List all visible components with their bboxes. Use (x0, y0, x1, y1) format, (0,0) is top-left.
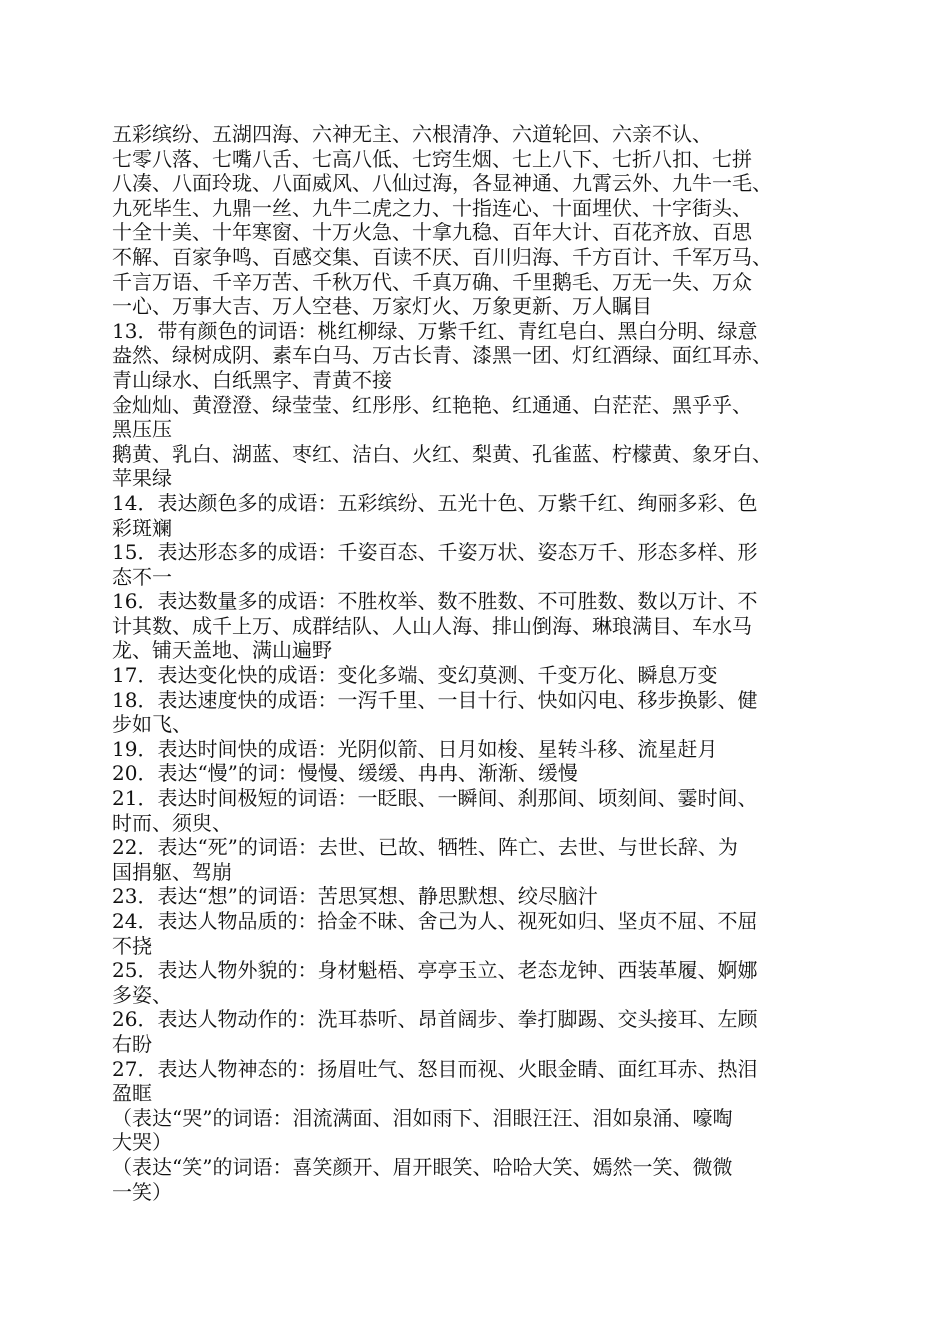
text-line: 步如飞、 (112, 712, 192, 737)
text-line: 17．表达变化快的成语：变化多端、变幻莫测、千变万化、瞬息万变 (112, 663, 718, 688)
text-line: 20．表达“慢”的词：慢慢、缓缓、冉冉、渐渐、缓慢 (112, 761, 578, 786)
text-line: 不解、百家争鸣、百感交集、百读不厌、百川归海、千方百计、千军万马、 (112, 244, 772, 269)
text-line: 22．表达“死”的词语：去世、已故、牺牲、阵亡、去世、与世长辞、为 (112, 835, 738, 860)
text-line: 青山绿水、白纸黑字、青黄不接 (112, 367, 392, 392)
text-line: 大哭） (112, 1130, 172, 1155)
text-line: 16．表达数量多的成语：不胜枚举、数不胜数、不可胜数、数以万计、不 (112, 589, 758, 614)
text-line: 千言万语、千辛万苦、千秋万代、千真万确、千里鹅毛、万无一失、万众 (112, 269, 752, 294)
text-line: 龙、铺天盖地、满山遍野 (112, 638, 332, 663)
text-line: 彩斑斓 (112, 515, 172, 540)
text-line: 盎然、绿树成阴、素车白马、万古长青、漆黑一团、灯红酒绿、面红耳赤、 (112, 343, 772, 368)
text-line: 27．表达人物神态的：扬眉吐气、怒目而视、火眼金睛、面红耳赤、热泪 (112, 1056, 758, 1081)
text-line: 金灿灿、黄澄澄、绿莹莹、红彤彤、红艳艳、红通通、白茫茫、黑乎乎、 (112, 392, 752, 417)
text-line: 八凑、八面玲珑、八面威风、八仙过海，各显神通、九霄云外、九牛一毛、 (112, 171, 772, 196)
text-line: 十全十美、十年寒窗、十万火急、十拿九稳、百年大计、百花齐放、百思 (112, 220, 752, 245)
text-line: 不挠 (112, 933, 152, 958)
text-line: 苹果绿 (112, 466, 172, 491)
text-line: 五彩缤纷、五湖四海、六神无主、六根清净、六道轮回、六亲不认、 (112, 122, 712, 146)
text-line: 21．表达时间极短的词语：一眨眼、一瞬间、刹那间、顷刻间、霎时间、 (112, 786, 758, 811)
text-line: 时而、须臾、 (112, 810, 232, 835)
text-line: 国捐躯、驾崩 (112, 859, 232, 884)
text-line: 24．表达人物品质的：拾金不昧、舍己为人、视死如归、坚贞不屈、不屈 (112, 909, 758, 933)
text-line: 一笑） (112, 1179, 172, 1204)
text-line: 25．表达人物外貌的：身材魁梧、亭亭玉立、老态龙钟、西装革履、婀娜 (112, 958, 758, 983)
text-line: 七零八落、七嘴八舌、七高八低、七窍生烟、七上八下、七折八扣、七拼 (112, 146, 752, 171)
text-line: 右盼 (112, 1031, 152, 1056)
text-line: 多姿、 (112, 982, 172, 1007)
text-line: 14．表达颜色多的成语：五彩缤纷、五光十色、万紫千红、绚丽多彩、色 (112, 490, 758, 515)
text-line: 黑压压 (112, 417, 172, 442)
text-line: 23．表达“想”的词语：苦思冥想、静思默想、绞尽脑汁 (112, 884, 598, 909)
text-line: 18．表达速度快的成语：一泻千里、一目十行、快如闪电、移步换影、健 (112, 687, 758, 712)
text-line: 26．表达人物动作的：洗耳恭听、昂首阔步、拳打脚踢、交头接耳、左顾 (112, 1007, 758, 1032)
text-line: 盈眶 (112, 1081, 152, 1106)
text-line: （表达“哭”的词语：泪流满面、泪如雨下、泪眼汪汪、泪如泉涌、嚎啕 (112, 1105, 733, 1130)
text-line: 鹅黄、乳白、湖蓝、枣红、洁白、火红、梨黄、孔雀蓝、柠檬黄、象牙白、 (112, 441, 772, 466)
text-line: 19．表达时间快的成语：光阴似箭、日月如梭、星转斗移、流星赶月 (112, 736, 718, 761)
text-line: 一心、万事大吉、万人空巷、万家灯火、万象更新、万人瞩目 (112, 294, 652, 319)
text-line: 九死毕生、九鼎一丝、九牛二虎之力、十指连心、十面埋伏、十字街头、 (112, 195, 752, 220)
text-line: 计其数、成千上万、成群结队、人山人海、排山倒海、琳琅满目、车水马 (112, 613, 752, 638)
text-line: 13．带有颜色的词语：桃红柳绿、万紫千红、青红皂白、黑白分明、绿意 (112, 318, 758, 343)
text-line: 态不一 (112, 564, 172, 589)
text-line: （表达“笑”的词语：喜笑颜开、眉开眼笑、哈哈大笑、嫣然一笑、微微 (112, 1154, 733, 1179)
text-line: 15．表达形态多的成语：千姿百态、千姿万状、姿态万千、形态多样、形 (112, 540, 758, 565)
document-body (112, 122, 854, 1204)
